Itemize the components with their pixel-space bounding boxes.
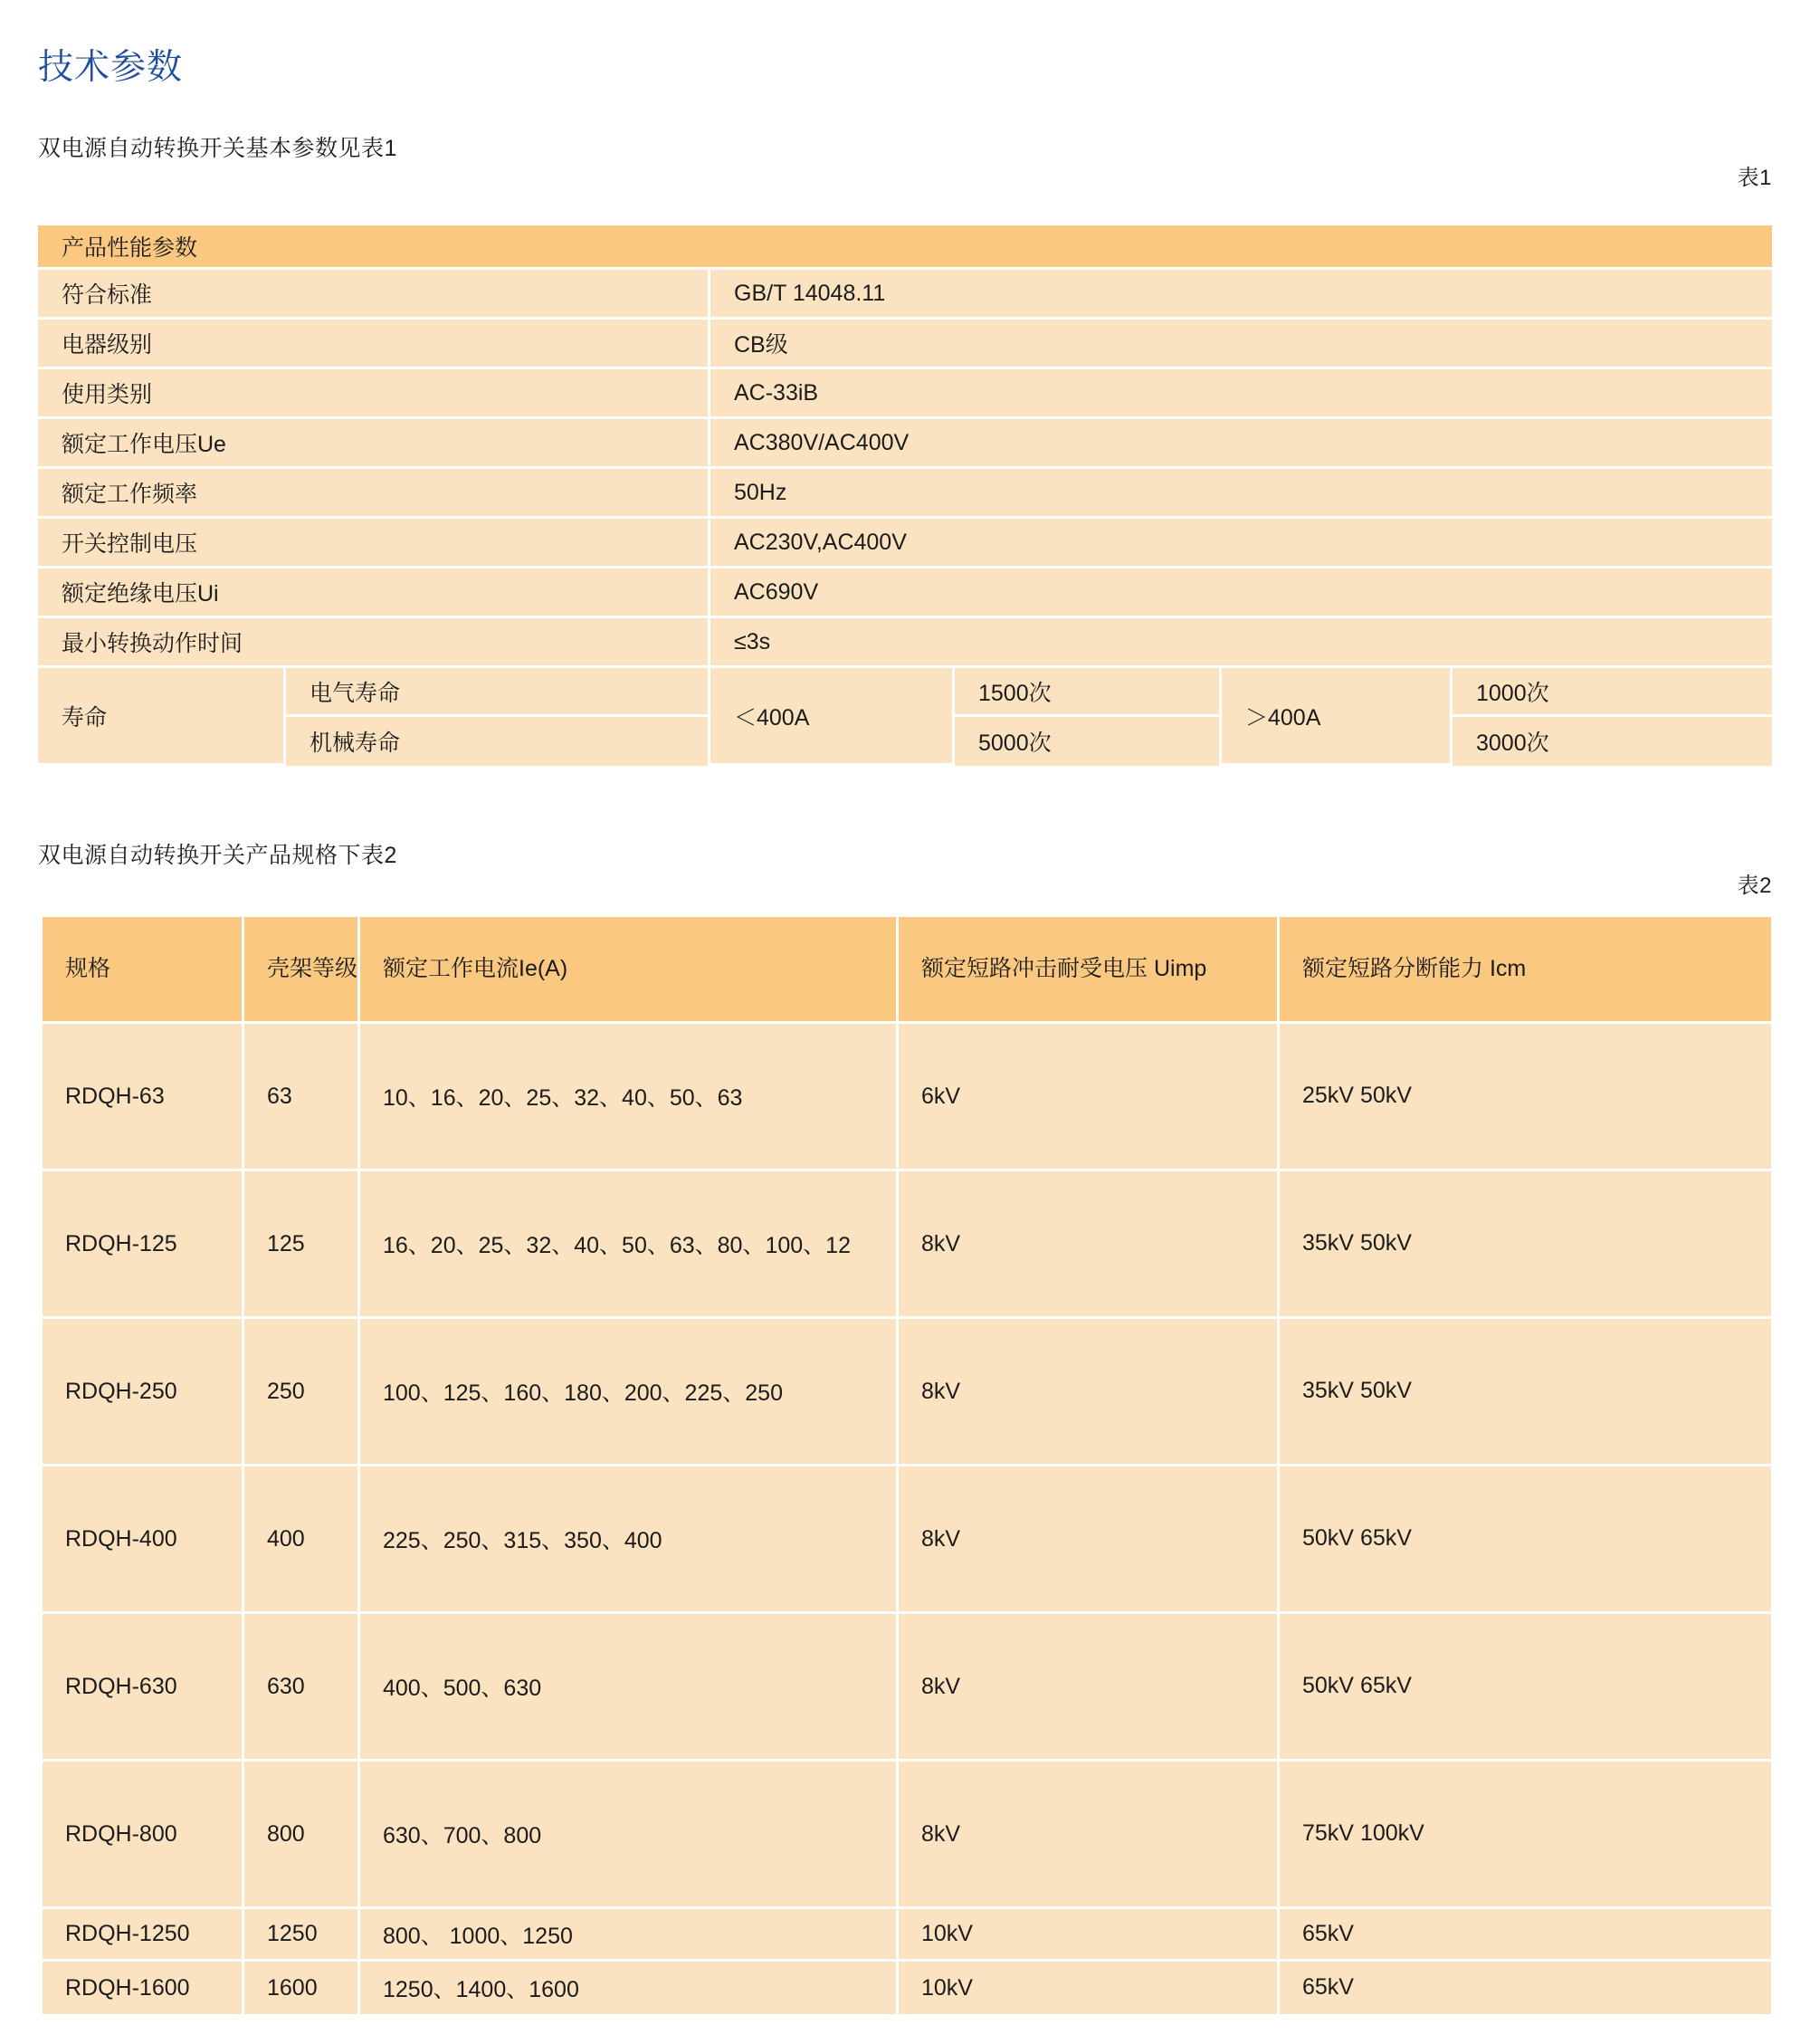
- cell-icm-line2: 65kV: [1359, 1525, 1412, 1552]
- column-header-icm: [1280, 917, 1771, 1024]
- column-header-spec-line1: 规格: [65, 955, 111, 981]
- table1-header-cell: 产品性能参数: [38, 225, 1772, 270]
- cell-spec: RDQH-125: [43, 1171, 244, 1319]
- lifespan-group-b-label: ＞400A: [1222, 668, 1453, 766]
- cell-spec: RDQH-250: [43, 1319, 244, 1466]
- table-row: [38, 519, 1772, 568]
- table-row: [38, 469, 1772, 519]
- param-name: 电器级别: [38, 320, 710, 369]
- table2-container: [43, 917, 1771, 2014]
- product-specification-table: [43, 917, 1771, 2014]
- param-value: AC380V/AC400V: [710, 419, 1772, 469]
- table2-label: 表2: [1737, 874, 1772, 898]
- cell-frame: 800: [244, 1762, 360, 1909]
- param-name: 符合标准: [38, 270, 710, 320]
- cell-icm: [1280, 1614, 1771, 1762]
- cell-icm-line2: 50kV: [1359, 1230, 1412, 1256]
- cell-icm-line2: 50kV: [1359, 1378, 1412, 1404]
- cell-uimp: 8kV: [899, 1762, 1280, 1909]
- param-name: 使用类别: [38, 369, 710, 419]
- table-row-header: [43, 917, 1771, 1024]
- page-title: 技术参数: [38, 48, 184, 88]
- column-header-uimp-line1: 额定短路冲击耐受电压: [921, 955, 1148, 981]
- cell-icm-line1: 35kV: [1302, 1378, 1354, 1404]
- cell-icm-line1: 50kV: [1302, 1525, 1354, 1552]
- param-name: 额定绝缘电压Ui: [38, 568, 710, 618]
- param-name: 开关控制电压: [38, 519, 710, 568]
- cell-icm-line2: 100kV: [1359, 1820, 1424, 1847]
- column-header-current: [360, 917, 899, 1024]
- lifespan-group-a-mechanical: 5000次: [955, 717, 1222, 766]
- lifespan-kind-electrical: 电气寿命: [286, 668, 710, 717]
- cell-frame: 1600: [244, 1962, 360, 2014]
- cell-icm-line1: 65kV: [1302, 1974, 1354, 2001]
- param-value: AC230V,AC400V: [710, 519, 1772, 568]
- table-row: [43, 1909, 1771, 1962]
- cell-frame: 250: [244, 1319, 360, 1466]
- cell-currents: [360, 1024, 899, 1171]
- cell-icm-line2: 50kV: [1359, 1083, 1412, 1109]
- column-header-icm-line2: Icm: [1489, 955, 1527, 981]
- cell-spec: RDQH-400: [43, 1466, 244, 1614]
- lifespan-group-b-electrical: 1000次: [1453, 668, 1772, 717]
- table-row: [43, 1466, 1771, 1614]
- cell-icm-line1: 65kV: [1302, 1920, 1354, 1946]
- table-row: [38, 419, 1772, 469]
- cell-spec: RDQH-1250: [43, 1909, 244, 1962]
- cell-currents-text: 100、125、160、180、200、225、250: [383, 1380, 783, 1406]
- cell-uimp: 8kV: [899, 1614, 1280, 1762]
- cell-uimp: 8kV: [899, 1319, 1280, 1466]
- cell-spec: RDQH-630: [43, 1614, 244, 1762]
- table-row-header: [38, 225, 1772, 270]
- column-header-current-line1: 额定工作电流Ie(A): [383, 955, 568, 981]
- table-row: [38, 369, 1772, 419]
- product-performance-table: [38, 225, 1772, 766]
- lifespan-group-a-electrical: 1500次: [955, 668, 1222, 717]
- table-row: [38, 270, 1772, 320]
- table-row: [43, 1962, 1771, 2014]
- param-value: AC-33iB: [710, 369, 1772, 419]
- table-row: [43, 1024, 1771, 1171]
- cell-uimp: 8kV: [899, 1466, 1280, 1614]
- cell-icm: [1280, 1171, 1771, 1319]
- cell-currents: [360, 1171, 899, 1319]
- table1-container: [38, 225, 1772, 766]
- cell-currents-text: 16、20、25、32、40、50、63、80、100、12: [383, 1233, 851, 1258]
- param-name: 额定工作电压Ue: [38, 419, 710, 469]
- cell-icm-line2: 65kV: [1359, 1673, 1412, 1699]
- cell-currents-text: 1250、1400、1600: [383, 1977, 579, 2002]
- cell-currents: [360, 1319, 899, 1466]
- table-row: [43, 1319, 1771, 1466]
- cell-frame: 63: [244, 1024, 360, 1171]
- column-header-spec: [43, 917, 244, 1024]
- cell-currents-text: 225、250、315、350、400: [383, 1528, 662, 1553]
- lifespan-group-a-label: ＜400A: [710, 668, 955, 766]
- cell-spec: RDQH-1600: [43, 1962, 244, 2014]
- cell-currents-text: 630、700、800: [383, 1823, 542, 1848]
- column-header-icm-line1: 额定短路分断能力: [1302, 955, 1484, 981]
- param-name: 最小转换动作时间: [38, 618, 710, 668]
- cell-currents: [360, 1614, 899, 1762]
- lifespan-label: 寿命: [38, 668, 286, 766]
- cell-icm-line1: 25kV: [1302, 1083, 1354, 1109]
- cell-frame: 1250: [244, 1909, 360, 1962]
- cell-frame: 125: [244, 1171, 360, 1319]
- cell-spec: RDQH-800: [43, 1762, 244, 1909]
- cell-icm-line1: 50kV: [1302, 1673, 1354, 1699]
- cell-currents-text: 10、16、20、25、32、40、50、63: [383, 1085, 743, 1111]
- column-header-uimp: [899, 917, 1280, 1024]
- cell-currents: [360, 1962, 899, 2014]
- cell-currents: [360, 1762, 899, 1909]
- cell-icm: [1280, 1024, 1771, 1171]
- table-row: [43, 1171, 1771, 1319]
- param-value: AC690V: [710, 568, 1772, 618]
- cell-uimp: 8kV: [899, 1171, 1280, 1319]
- cell-uimp: 10kV: [899, 1962, 1280, 2014]
- table1-label: 表1: [1737, 166, 1772, 190]
- table-row: [38, 568, 1772, 618]
- lifespan-kind-mechanical: 机械寿命: [286, 717, 710, 766]
- cell-currents: [360, 1466, 899, 1614]
- cell-icm: [1280, 1319, 1771, 1466]
- cell-currents-text: 400、500、630: [383, 1676, 542, 1701]
- param-name: 额定工作频率: [38, 469, 710, 519]
- cell-icm: [1280, 1466, 1771, 1614]
- cell-uimp: 6kV: [899, 1024, 1280, 1171]
- param-value: GB/T 14048.11: [710, 270, 1772, 320]
- cell-currents-text: 800、 1000、1250: [383, 1923, 573, 1949]
- param-value: ≤3s: [710, 618, 1772, 668]
- column-header-frame: [244, 917, 360, 1024]
- cell-icm-line1: 35kV: [1302, 1230, 1354, 1256]
- param-value: CB级: [710, 320, 1772, 369]
- cell-spec: RDQH-63: [43, 1024, 244, 1171]
- cell-icm-line1: 75kV: [1302, 1820, 1354, 1847]
- column-header-uimp-line2: Uimp: [1153, 955, 1207, 981]
- cell-icm: [1280, 1909, 1771, 1962]
- table-row: [43, 1614, 1771, 1762]
- cell-frame: 630: [244, 1614, 360, 1762]
- table-row: [38, 320, 1772, 369]
- cell-frame: 400: [244, 1466, 360, 1614]
- lifespan-group-b-mechanical: 3000次: [1453, 717, 1772, 766]
- cell-currents: [360, 1909, 899, 1962]
- cell-icm: [1280, 1962, 1771, 2014]
- table1-intro-text: 双电源自动转换开关基本参数见表1: [38, 136, 397, 161]
- cell-uimp: 10kV: [899, 1909, 1280, 1962]
- table-row-lifespan-electrical: [38, 668, 1772, 717]
- table2-intro-text: 双电源自动转换开关产品规格下表2: [38, 843, 397, 868]
- table-row: [43, 1762, 1771, 1909]
- param-value: 50Hz: [710, 469, 1772, 519]
- table-row: [38, 618, 1772, 668]
- column-header-frame-line1: 壳架等级: [267, 955, 358, 981]
- cell-icm: [1280, 1762, 1771, 1909]
